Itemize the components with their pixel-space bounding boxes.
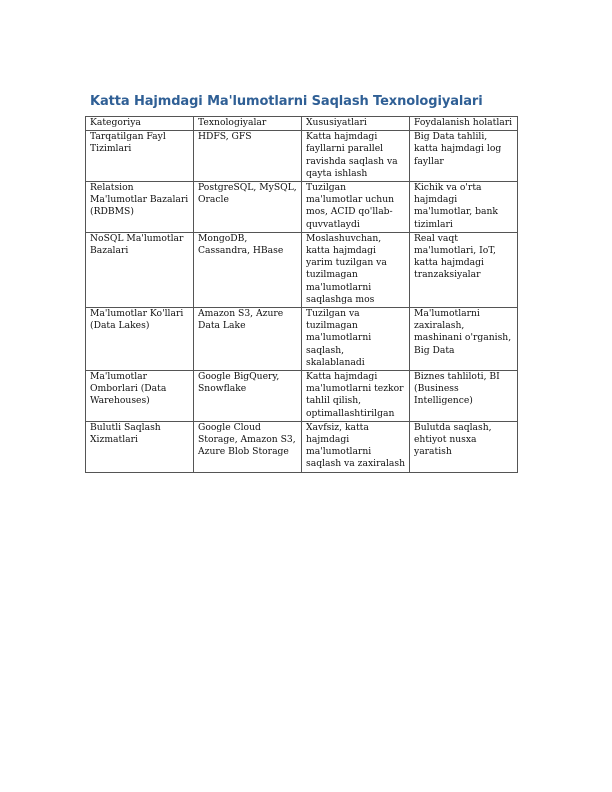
cell-features: Katta hajmdagi ma'lumotlarni tezkor tahlil qilish, optimallashtirilgan	[302, 371, 410, 422]
header-technologies: Texnologiyalar	[194, 117, 302, 131]
cell-category: Bulutli Saqlash Xizmatlari	[86, 421, 194, 472]
cell-features: Katta hajmdagi fayllarni parallel ravishda saqlash va qayta ishlash	[302, 131, 410, 182]
cell-category: Relatsion Ma'lumotlar Bazalari (RDBMS)	[86, 182, 194, 233]
cell-technologies: MongoDB, Cassandra, HBase	[194, 232, 302, 307]
header-category: Kategoriya	[86, 117, 194, 131]
header-features: Xususiyatlari	[302, 117, 410, 131]
table-row	[86, 371, 518, 422]
cell-use-cases: Ma'lumotlarni zaxiralash, mashinani o'rganish, Big Data	[410, 308, 518, 371]
cell-features: Xavfsiz, katta hajmdagi ma'lumotlarni saqlash va zaxiralash	[302, 421, 410, 472]
cell-features: Tuzilgan ma'lumotlar uchun mos, ACID qo'llab-quvvatlaydi	[302, 182, 410, 233]
cell-use-cases: Real vaqt ma'lumotlari, IoT, katta hajmdagi tranzaksiyalar	[410, 232, 518, 307]
cell-use-cases: Biznes tahliloti, BI (Business Intelligence)	[410, 371, 518, 422]
cell-technologies: HDFS, GFS	[194, 131, 302, 182]
table-row	[86, 182, 518, 233]
document-title: Katta Hajmdagi Ma'lumotlarni Saqlash Texnologiyalari	[90, 94, 483, 109]
cell-category: Ma'lumotlar Omborlari (Data Warehouses)	[86, 371, 194, 422]
table-row	[86, 308, 518, 371]
table-row	[86, 421, 518, 472]
cell-category: NoSQL Ma'lumotlar Bazalari	[86, 232, 194, 307]
cell-use-cases: Bulutda saqlash, ehtiyot nusxa yaratish	[410, 421, 518, 472]
cell-category: Ma'lumotlar Ko'llari (Data Lakes)	[86, 308, 194, 371]
storage-technologies-table	[85, 116, 518, 473]
cell-use-cases: Kichik va o'rta hajmdagi ma'lumotlar, bank tizimlari	[410, 182, 518, 233]
cell-features: Tuzilgan va tuzilmagan ma'lumotlarni saqlash, skalablanadi	[302, 308, 410, 371]
cell-technologies: Amazon S3, Azure Data Lake	[194, 308, 302, 371]
cell-features: Moslashuvchan, katta hajmdagi yarim tuzilgan va tuzilmagan ma'lumotlarni saqlashga mos	[302, 232, 410, 307]
cell-use-cases: Big Data tahlili, katta hajmdagi log fayllar	[410, 131, 518, 182]
cell-technologies: Google Cloud Storage, Amazon S3, Azure Blob Storage	[194, 421, 302, 472]
cell-category: Tarqatilgan Fayl Tizimlari	[86, 131, 194, 182]
header-use-cases: Foydalanish holatlari	[410, 117, 518, 131]
cell-technologies: Google BigQuery, Snowflake	[194, 371, 302, 422]
table-row	[86, 131, 518, 182]
table-row	[86, 232, 518, 307]
table-header-row	[86, 117, 518, 131]
cell-technologies: PostgreSQL, MySQL, Oracle	[194, 182, 302, 233]
